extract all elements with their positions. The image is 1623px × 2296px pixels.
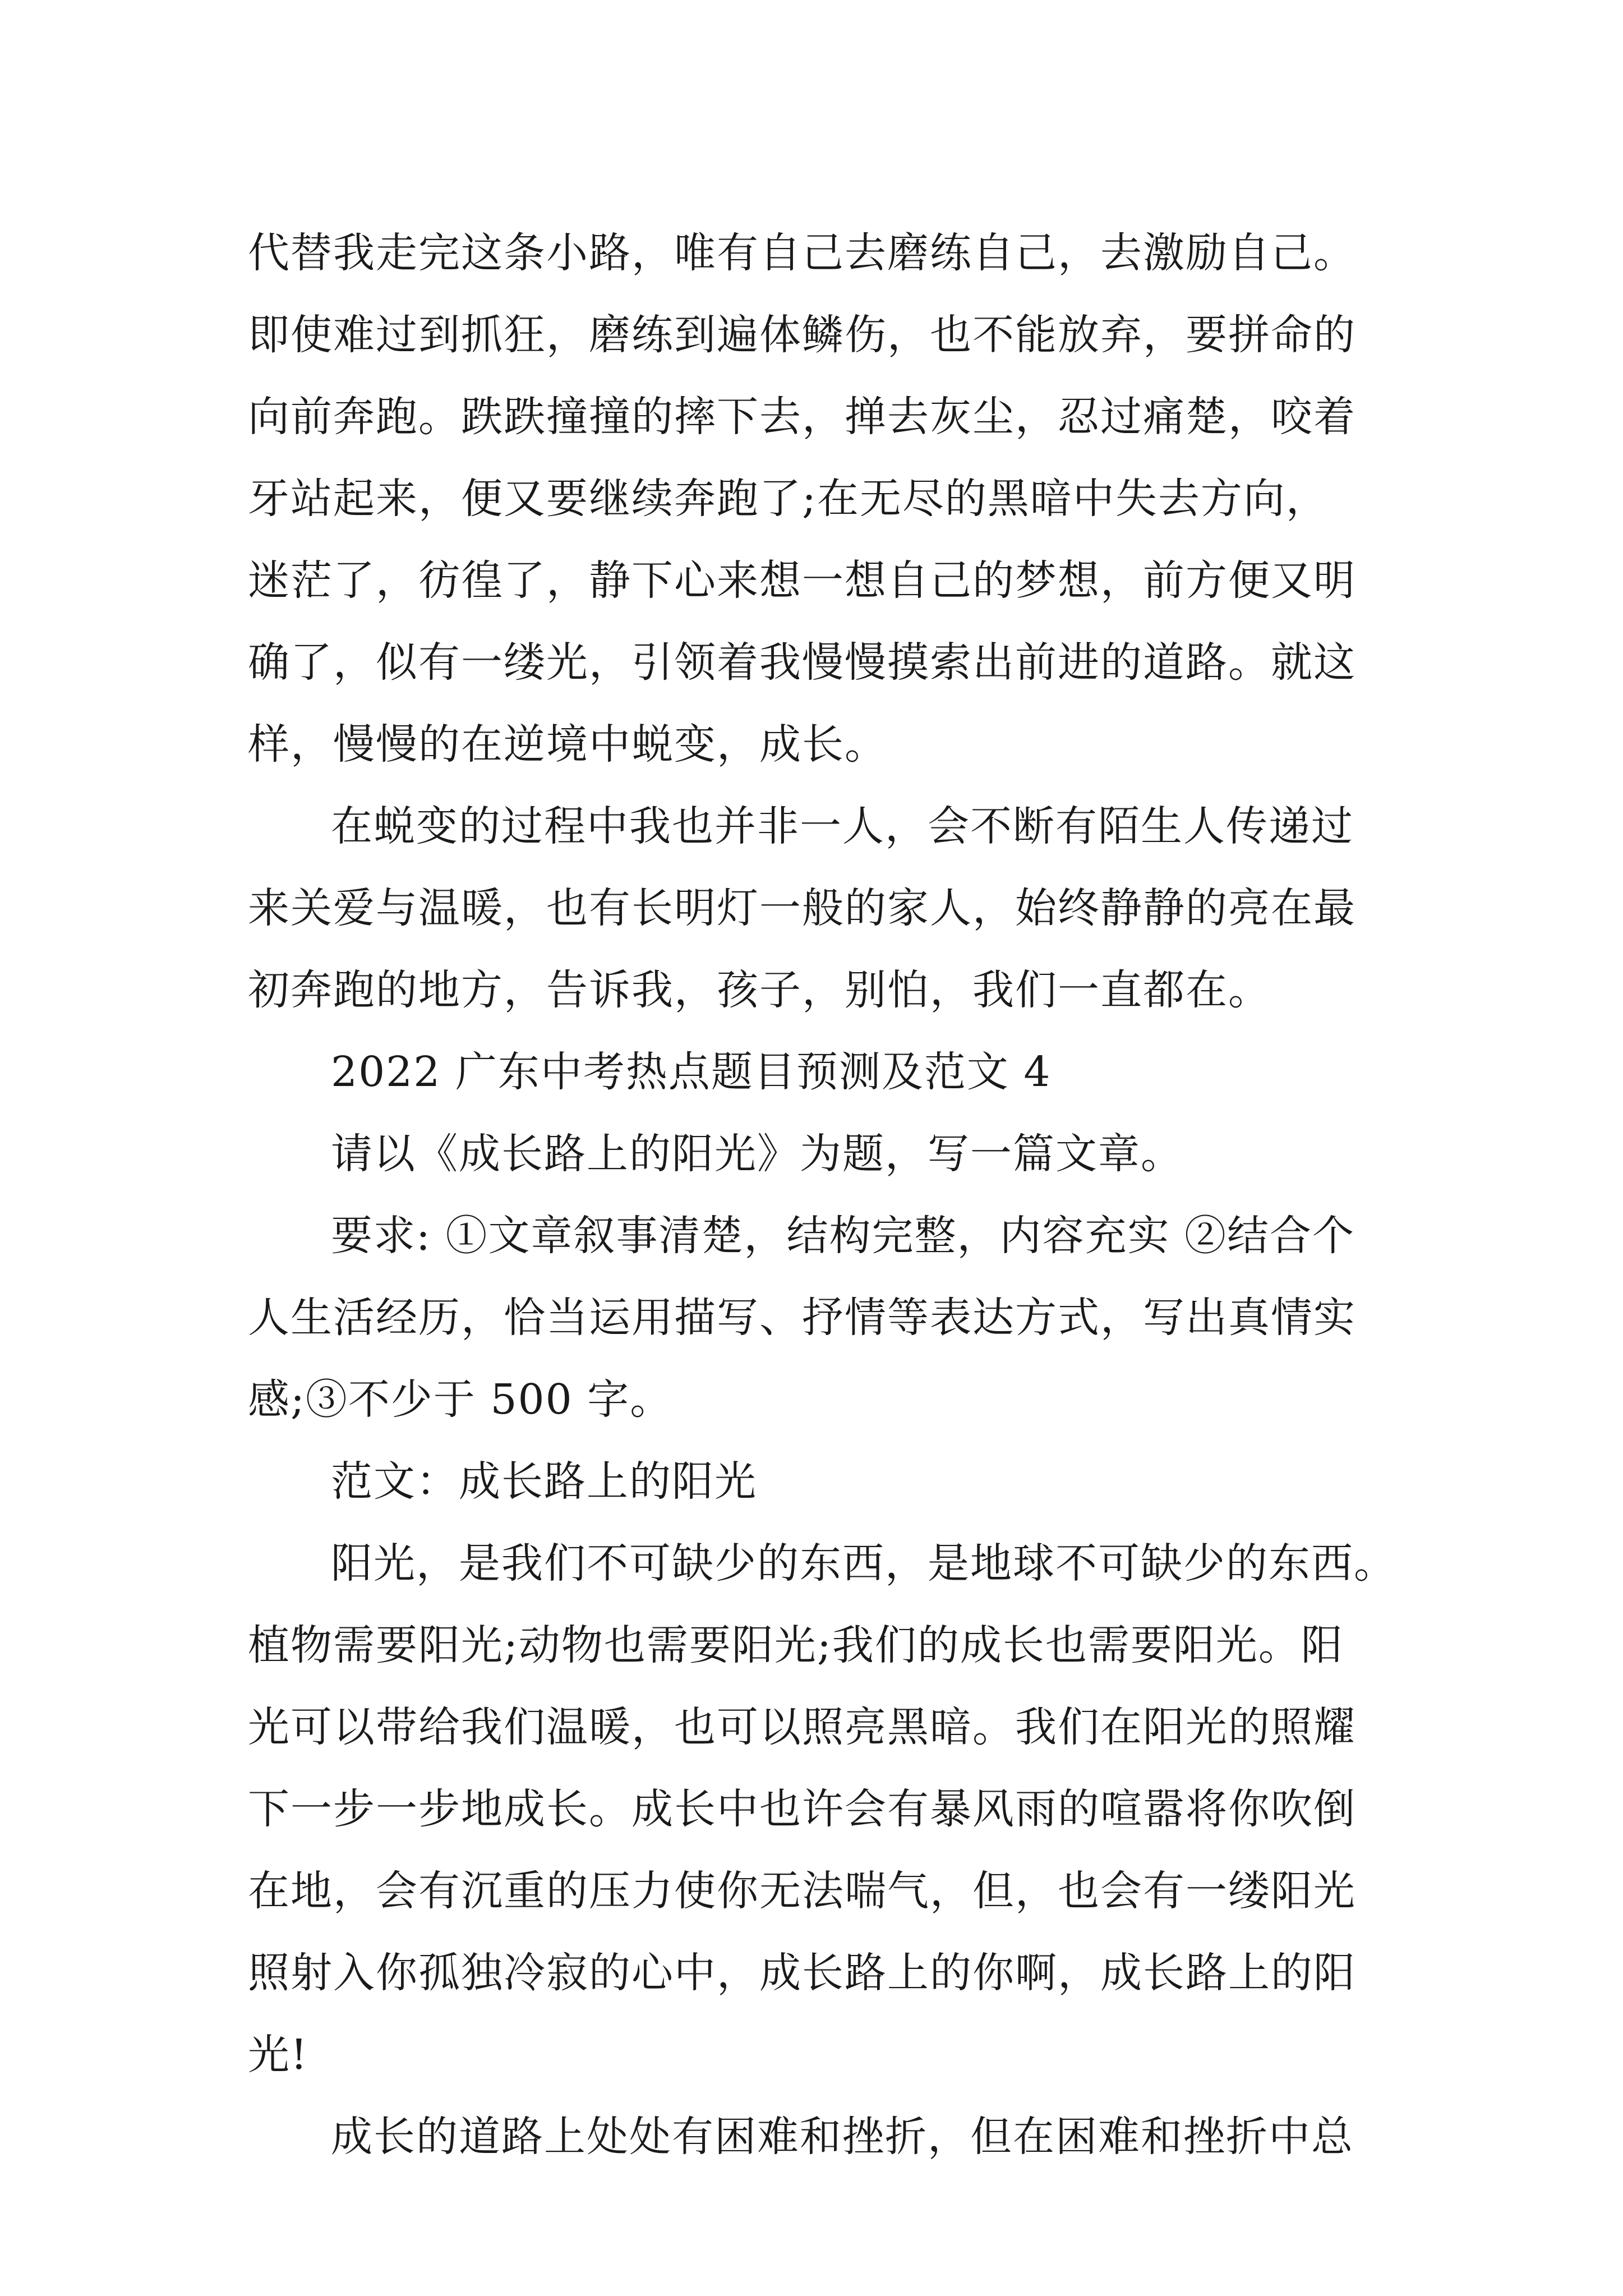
text-line: 向前奔跑。跌跌撞撞的摔下去，掸去灰尘，忍过痛楚，咬着 bbox=[248, 393, 1356, 441]
text-line: 2022 广东中考热点题目预测及范文 4 bbox=[331, 1048, 1052, 1096]
text-line: 植物需要阳光;动物也需要阳光;我们的成长也需要阳光。阳 bbox=[248, 1621, 1344, 1669]
text-line: 光! bbox=[248, 2031, 308, 2079]
text-line: 确了，似有一缕光，引领着我慢慢摸索出前进的道路。就这 bbox=[248, 638, 1356, 687]
text-line: 在蜕变的过程中我也并非一人，会不断有陌生人传递过 bbox=[331, 802, 1354, 850]
text-line: 在地，会有沉重的压力使你无法喘气，但，也会有一缕阳光 bbox=[248, 1867, 1356, 1915]
text-line: 下一步一步地成长。成长中也许会有暴风雨的喧嚣将你吹倒 bbox=[248, 1785, 1356, 1833]
text-line: 迷茫了，彷徨了，静下心来想一想自己的梦想，前方便又明 bbox=[248, 556, 1356, 605]
text-line: 照射入你孤独冷寂的心中，成长路上的你啊，成长路上的阳 bbox=[248, 1949, 1356, 1997]
document-body bbox=[248, 212, 1396, 2178]
text-line: 人生活经历，恰当运用描写、抒情等表达方式，写出真情实 bbox=[248, 1294, 1356, 1342]
text-line: 即使难过到抓狂，磨练到遍体鳞伤，也不能放弃，要拼命的 bbox=[248, 311, 1356, 359]
text-line: 样，慢慢的在逆境中蜕变，成长。 bbox=[248, 720, 887, 769]
text-line: 光可以带给我们温暖，也可以照亮黑暗。我们在阳光的照耀 bbox=[248, 1703, 1356, 1751]
text-line: 感;③不少于 500 字。 bbox=[248, 1375, 673, 1424]
text-line: 牙站起来，便又要继续奔跑了;在无尽的黑暗中失去方向， bbox=[248, 475, 1329, 523]
text-line: 范文：成长路上的阳光 bbox=[331, 1457, 757, 1506]
text-line: 阳光，是我们不可缺少的东西，是地球不可缺少的东西。 bbox=[331, 1539, 1396, 1588]
text-line: 要求: ①文章叙事清楚，结构完整，内容充实 ②结合个 bbox=[331, 1212, 1355, 1260]
text-line: 成长的道路上处处有困难和挫折，但在困难和挫折中总 bbox=[331, 2113, 1354, 2161]
text-line: 初奔跑的地方，告诉我，孩子，别怕，我们一直都在。 bbox=[248, 966, 1271, 1014]
text-line: 代替我走完这条小路，唯有自己去磨练自己，去激励自己。 bbox=[248, 229, 1356, 277]
text-line: 请以《成长路上的阳光》为题，写一篇文章。 bbox=[331, 1130, 1183, 1178]
text-line: 来关爱与温暖，也有长明灯一般的家人，始终静静的亮在最 bbox=[248, 884, 1356, 932]
